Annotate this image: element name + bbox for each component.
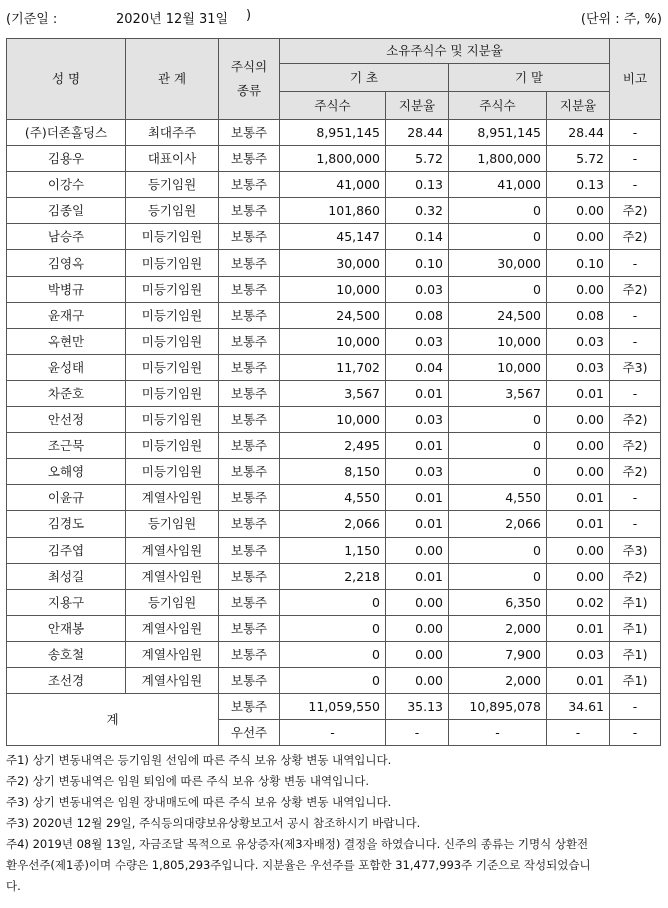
cell-relation: 계열사임원 <box>126 641 219 667</box>
header-name: 성 명 <box>7 39 126 120</box>
table-row <box>7 380 661 406</box>
cell-remark: - <box>610 146 661 172</box>
cell-relation: 미등기임원 <box>126 407 219 433</box>
cell-relation: 계열사임원 <box>126 537 219 563</box>
cell-name: 오해영 <box>7 459 126 485</box>
cell-remark: - <box>610 380 661 406</box>
cell-relation: 미등기임원 <box>126 433 219 459</box>
cell-end-ratio: 0.00 <box>547 407 610 433</box>
cell-relation: 미등기임원 <box>126 224 219 250</box>
cell-start-shares: 45,147 <box>280 224 386 250</box>
cell-end-shares: 10,000 <box>449 354 547 380</box>
cell-start-shares: 2,218 <box>280 563 386 589</box>
cell-remark: 주1) <box>610 615 661 641</box>
total-type: 우선주 <box>219 720 280 746</box>
cell-relation: 미등기임원 <box>126 328 219 354</box>
table-row <box>7 224 661 250</box>
cell-name: 안재봉 <box>7 615 126 641</box>
total-end-ratio: 34.61 <box>547 694 610 720</box>
cell-stock-type: 보통주 <box>219 641 280 667</box>
cell-end-ratio: 0.08 <box>547 302 610 328</box>
cell-end-shares: 2,066 <box>449 511 547 537</box>
table-row <box>7 328 661 354</box>
cell-stock-type: 보통주 <box>219 146 280 172</box>
table-row <box>7 172 661 198</box>
cell-end-ratio: 5.72 <box>547 146 610 172</box>
cell-end-ratio: 0.01 <box>547 667 610 693</box>
cell-name: (주)더존홀딩스 <box>7 120 126 146</box>
cell-remark: 주2) <box>610 459 661 485</box>
header-end-ratio: 지분율 <box>547 92 610 120</box>
table-row <box>7 433 661 459</box>
cell-start-ratio: 0.01 <box>386 380 449 406</box>
cell-start-ratio: 0.03 <box>386 328 449 354</box>
cell-start-shares: 1,800,000 <box>280 146 386 172</box>
cell-remark: 주2) <box>610 433 661 459</box>
cell-end-ratio: 0.00 <box>547 198 610 224</box>
cell-name: 송호철 <box>7 641 126 667</box>
cell-stock-type: 보통주 <box>219 224 280 250</box>
total-type: 보통주 <box>219 694 280 720</box>
table-row <box>7 589 661 615</box>
holdings-table-body <box>7 120 661 746</box>
cell-end-ratio: 0.03 <box>547 354 610 380</box>
cell-name: 김주엽 <box>7 537 126 563</box>
cell-name: 최성길 <box>7 563 126 589</box>
cell-name: 김종일 <box>7 198 126 224</box>
cell-name: 옥현만 <box>7 328 126 354</box>
total-remark: - <box>610 720 661 746</box>
cell-stock-type: 보통주 <box>219 511 280 537</box>
total-row <box>7 694 661 720</box>
cell-stock-type: 보통주 <box>219 459 280 485</box>
cell-start-ratio: 0.01 <box>386 485 449 511</box>
header-end-shares: 주식수 <box>449 92 547 120</box>
cell-stock-type: 보통주 <box>219 198 280 224</box>
base-date-close: ) <box>246 8 252 23</box>
cell-end-ratio: 0.01 <box>547 615 610 641</box>
cell-name: 지용구 <box>7 589 126 615</box>
cell-name: 조선경 <box>7 667 126 693</box>
table-row <box>7 485 661 511</box>
cell-relation: 미등기임원 <box>126 276 219 302</box>
cell-end-ratio: 0.00 <box>547 563 610 589</box>
base-date-label: (기준일 : <box>6 12 58 27</box>
total-start-ratio: - <box>386 720 449 746</box>
cell-start-ratio: 0.00 <box>386 667 449 693</box>
cell-name: 김영옥 <box>7 250 126 276</box>
cell-remark: 주3) <box>610 354 661 380</box>
cell-start-shares: 10,000 <box>280 276 386 302</box>
table-row <box>7 459 661 485</box>
cell-remark: 주1) <box>610 589 661 615</box>
cell-end-shares: 0 <box>449 198 547 224</box>
cell-start-ratio: 0.03 <box>386 459 449 485</box>
footnote-line: 주1) 상기 변동내역은 등기임원 선임에 따른 주식 보유 상황 변동 내역입니다. <box>6 753 392 767</box>
cell-start-shares: 4,550 <box>280 485 386 511</box>
cell-relation: 등기임원 <box>126 198 219 224</box>
cell-end-shares: 0 <box>449 407 547 433</box>
cell-end-shares: 30,000 <box>449 250 547 276</box>
table-row <box>7 250 661 276</box>
cell-start-ratio: 0.00 <box>386 589 449 615</box>
cell-end-shares: 0 <box>449 563 547 589</box>
table-row <box>7 563 661 589</box>
cell-start-shares: 10,000 <box>280 407 386 433</box>
cell-relation: 미등기임원 <box>126 250 219 276</box>
cell-stock-type: 보통주 <box>219 407 280 433</box>
cell-end-shares: 4,550 <box>449 485 547 511</box>
cell-stock-type: 보통주 <box>219 615 280 641</box>
cell-start-shares: 11,702 <box>280 354 386 380</box>
cell-stock-type: 보통주 <box>219 328 280 354</box>
cell-stock-type: 보통주 <box>219 276 280 302</box>
cell-remark: - <box>610 302 661 328</box>
cell-name: 안선정 <box>7 407 126 433</box>
cell-end-ratio: 28.44 <box>547 120 610 146</box>
cell-start-shares: 1,150 <box>280 537 386 563</box>
cell-remark: 주2) <box>610 276 661 302</box>
cell-remark: 주1) <box>610 641 661 667</box>
footnote-line: 주2) 상기 변동내역은 임원 퇴임에 따른 주식 보유 상황 변동 내역입니다. <box>6 774 370 788</box>
cell-stock-type: 보통주 <box>219 485 280 511</box>
header-holdings-group: 소유주식수 및 지분율 <box>280 39 610 64</box>
cell-relation: 등기임원 <box>126 589 219 615</box>
cell-start-ratio: 0.00 <box>386 537 449 563</box>
cell-end-shares: 8,951,145 <box>449 120 547 146</box>
table-row <box>7 511 661 537</box>
cell-start-shares: 41,000 <box>280 172 386 198</box>
cell-end-ratio: 0.10 <box>547 250 610 276</box>
table-row <box>7 667 661 693</box>
cell-start-shares: 101,860 <box>280 198 386 224</box>
cell-stock-type: 보통주 <box>219 433 280 459</box>
cell-relation: 등기임원 <box>126 172 219 198</box>
cell-end-shares: 7,900 <box>449 641 547 667</box>
cell-end-ratio: 0.13 <box>547 172 610 198</box>
footnote-line: 주3) 2020년 12월 29일, 주식등의대량보유상황보고서 공시 참조하시기 바랍니다. <box>6 816 421 830</box>
table-row <box>7 146 661 172</box>
total-start-ratio: 35.13 <box>386 694 449 720</box>
table-row <box>7 198 661 224</box>
cell-relation: 미등기임원 <box>126 302 219 328</box>
cell-end-ratio: 0.03 <box>547 641 610 667</box>
cell-start-shares: 0 <box>280 641 386 667</box>
cell-name: 김경도 <box>7 511 126 537</box>
header-start-shares: 주식수 <box>280 92 386 120</box>
cell-start-shares: 30,000 <box>280 250 386 276</box>
cell-stock-type: 보통주 <box>219 537 280 563</box>
cell-start-ratio: 0.32 <box>386 198 449 224</box>
cell-name: 조근묵 <box>7 433 126 459</box>
cell-name: 윤성태 <box>7 354 126 380</box>
cell-start-ratio: 0.08 <box>386 302 449 328</box>
cell-stock-type: 보통주 <box>219 354 280 380</box>
cell-end-shares: 0 <box>449 459 547 485</box>
cell-remark: - <box>610 511 661 537</box>
cell-start-ratio: 28.44 <box>386 120 449 146</box>
cell-end-ratio: 0.01 <box>547 380 610 406</box>
cell-name: 차준호 <box>7 380 126 406</box>
header-start-ratio: 지분율 <box>386 92 449 120</box>
header-period-start: 기 초 <box>280 64 449 92</box>
cell-remark: 주2) <box>610 224 661 250</box>
cell-name: 이강수 <box>7 172 126 198</box>
cell-start-ratio: 0.00 <box>386 615 449 641</box>
cell-start-shares: 2,495 <box>280 433 386 459</box>
cell-start-ratio: 0.03 <box>386 276 449 302</box>
cell-remark: 주2) <box>610 198 661 224</box>
cell-stock-type: 보통주 <box>219 302 280 328</box>
cell-start-ratio: 0.14 <box>386 224 449 250</box>
cell-start-ratio: 0.04 <box>386 354 449 380</box>
unit-label: (단위 : 주, %) <box>580 12 662 27</box>
table-row <box>7 302 661 328</box>
table-row <box>7 407 661 433</box>
total-end-ratio: - <box>547 720 610 746</box>
cell-end-shares: 0 <box>449 537 547 563</box>
footnotes <box>6 750 662 897</box>
cell-start-ratio: 0.01 <box>386 563 449 589</box>
header-period-end: 기 말 <box>449 64 610 92</box>
cell-end-shares: 6,350 <box>449 589 547 615</box>
cell-end-shares: 2,000 <box>449 615 547 641</box>
footnote-line: 다. <box>6 879 21 893</box>
cell-start-ratio: 0.01 <box>386 433 449 459</box>
table-row <box>7 615 661 641</box>
cell-start-ratio: 0.10 <box>386 250 449 276</box>
cell-stock-type: 보통주 <box>219 120 280 146</box>
table-row <box>7 641 661 667</box>
cell-end-ratio: 0.00 <box>547 459 610 485</box>
cell-end-shares: 0 <box>449 433 547 459</box>
cell-stock-type: 보통주 <box>219 380 280 406</box>
cell-start-shares: 0 <box>280 589 386 615</box>
cell-start-ratio: 5.72 <box>386 146 449 172</box>
cell-end-shares: 2,000 <box>449 667 547 693</box>
cell-stock-type: 보통주 <box>219 589 280 615</box>
cell-remark: 주3) <box>610 537 661 563</box>
cell-relation: 미등기임원 <box>126 380 219 406</box>
cell-end-ratio: 0.01 <box>547 485 610 511</box>
cell-remark: - <box>610 250 661 276</box>
footnote-line: 주4) 2019년 08월 13일, 자금조달 목적으로 유상증자(제3자배정) 결정을 하였습니다. 신주의 종류는 기명식 상환전 <box>6 837 589 851</box>
cell-relation: 계열사임원 <box>126 485 219 511</box>
table-row <box>7 120 661 146</box>
cell-start-ratio: 0.00 <box>386 641 449 667</box>
cell-stock-type: 보통주 <box>219 563 280 589</box>
cell-end-shares: 1,800,000 <box>449 146 547 172</box>
header-remarks: 비고 <box>610 39 661 120</box>
cell-end-ratio: 0.00 <box>547 537 610 563</box>
table-row <box>7 354 661 380</box>
cell-end-ratio: 0.00 <box>547 224 610 250</box>
cell-start-shares: 0 <box>280 615 386 641</box>
cell-stock-type: 보통주 <box>219 172 280 198</box>
cell-remark: - <box>610 485 661 511</box>
total-remark: - <box>610 694 661 720</box>
cell-relation: 계열사임원 <box>126 615 219 641</box>
total-end-shares: - <box>449 720 547 746</box>
cell-end-ratio: 0.02 <box>547 589 610 615</box>
cell-stock-type: 보통주 <box>219 250 280 276</box>
cell-end-ratio: 0.03 <box>547 328 610 354</box>
total-start-shares: 11,059,550 <box>280 694 386 720</box>
cell-start-shares: 10,000 <box>280 328 386 354</box>
cell-end-shares: 3,567 <box>449 380 547 406</box>
total-end-shares: 10,895,078 <box>449 694 547 720</box>
base-date-value: 2020년 12월 31일 <box>116 12 229 27</box>
cell-end-shares: 10,000 <box>449 328 547 354</box>
cell-end-ratio: 0.00 <box>547 433 610 459</box>
cell-end-shares: 24,500 <box>449 302 547 328</box>
cell-remark: 주2) <box>610 407 661 433</box>
cell-name: 이윤규 <box>7 485 126 511</box>
cell-name: 박병규 <box>7 276 126 302</box>
cell-start-shares: 0 <box>280 667 386 693</box>
total-label: 계 <box>7 694 219 746</box>
cell-stock-type: 보통주 <box>219 667 280 693</box>
cell-relation: 최대주주 <box>126 120 219 146</box>
cell-remark: 주1) <box>610 667 661 693</box>
cell-start-ratio: 0.13 <box>386 172 449 198</box>
cell-start-shares: 24,500 <box>280 302 386 328</box>
cell-start-ratio: 0.03 <box>386 407 449 433</box>
cell-end-ratio: 0.00 <box>547 276 610 302</box>
cell-relation: 미등기임원 <box>126 459 219 485</box>
cell-start-shares: 3,567 <box>280 380 386 406</box>
shareholding-table <box>6 38 661 746</box>
cell-relation: 계열사임원 <box>126 563 219 589</box>
cell-start-shares: 8,150 <box>280 459 386 485</box>
cell-relation: 미등기임원 <box>126 354 219 380</box>
cell-relation: 대표이사 <box>126 146 219 172</box>
header-relation: 관 계 <box>126 39 219 120</box>
cell-remark: - <box>610 120 661 146</box>
cell-relation: 등기임원 <box>126 511 219 537</box>
cell-remark: - <box>610 328 661 354</box>
cell-name: 남승주 <box>7 224 126 250</box>
cell-name: 김용우 <box>7 146 126 172</box>
cell-relation: 계열사임원 <box>126 667 219 693</box>
cell-start-ratio: 0.01 <box>386 511 449 537</box>
cell-name: 윤재구 <box>7 302 126 328</box>
header-stock-type: 주식의 종류 <box>219 39 280 120</box>
table-row <box>7 276 661 302</box>
footnote-line: 주3) 상기 변동내역은 임원 장내매도에 따른 주식 보유 상황 변동 내역입니다. <box>6 795 392 809</box>
table-caption <box>6 8 662 28</box>
cell-start-shares: 2,066 <box>280 511 386 537</box>
cell-end-shares: 41,000 <box>449 172 547 198</box>
footnote-line: 환우선주(제1종)이며 수량은 1,805,293주입니다. 지분율은 우선주를 포함한 31,477,993주 기준으로 작성되었습니 <box>6 858 591 872</box>
cell-remark: 주2) <box>610 563 661 589</box>
cell-end-shares: 0 <box>449 224 547 250</box>
cell-remark: - <box>610 172 661 198</box>
cell-start-shares: 8,951,145 <box>280 120 386 146</box>
cell-end-shares: 0 <box>449 276 547 302</box>
cell-end-ratio: 0.01 <box>547 511 610 537</box>
total-start-shares: - <box>280 720 386 746</box>
table-row <box>7 537 661 563</box>
